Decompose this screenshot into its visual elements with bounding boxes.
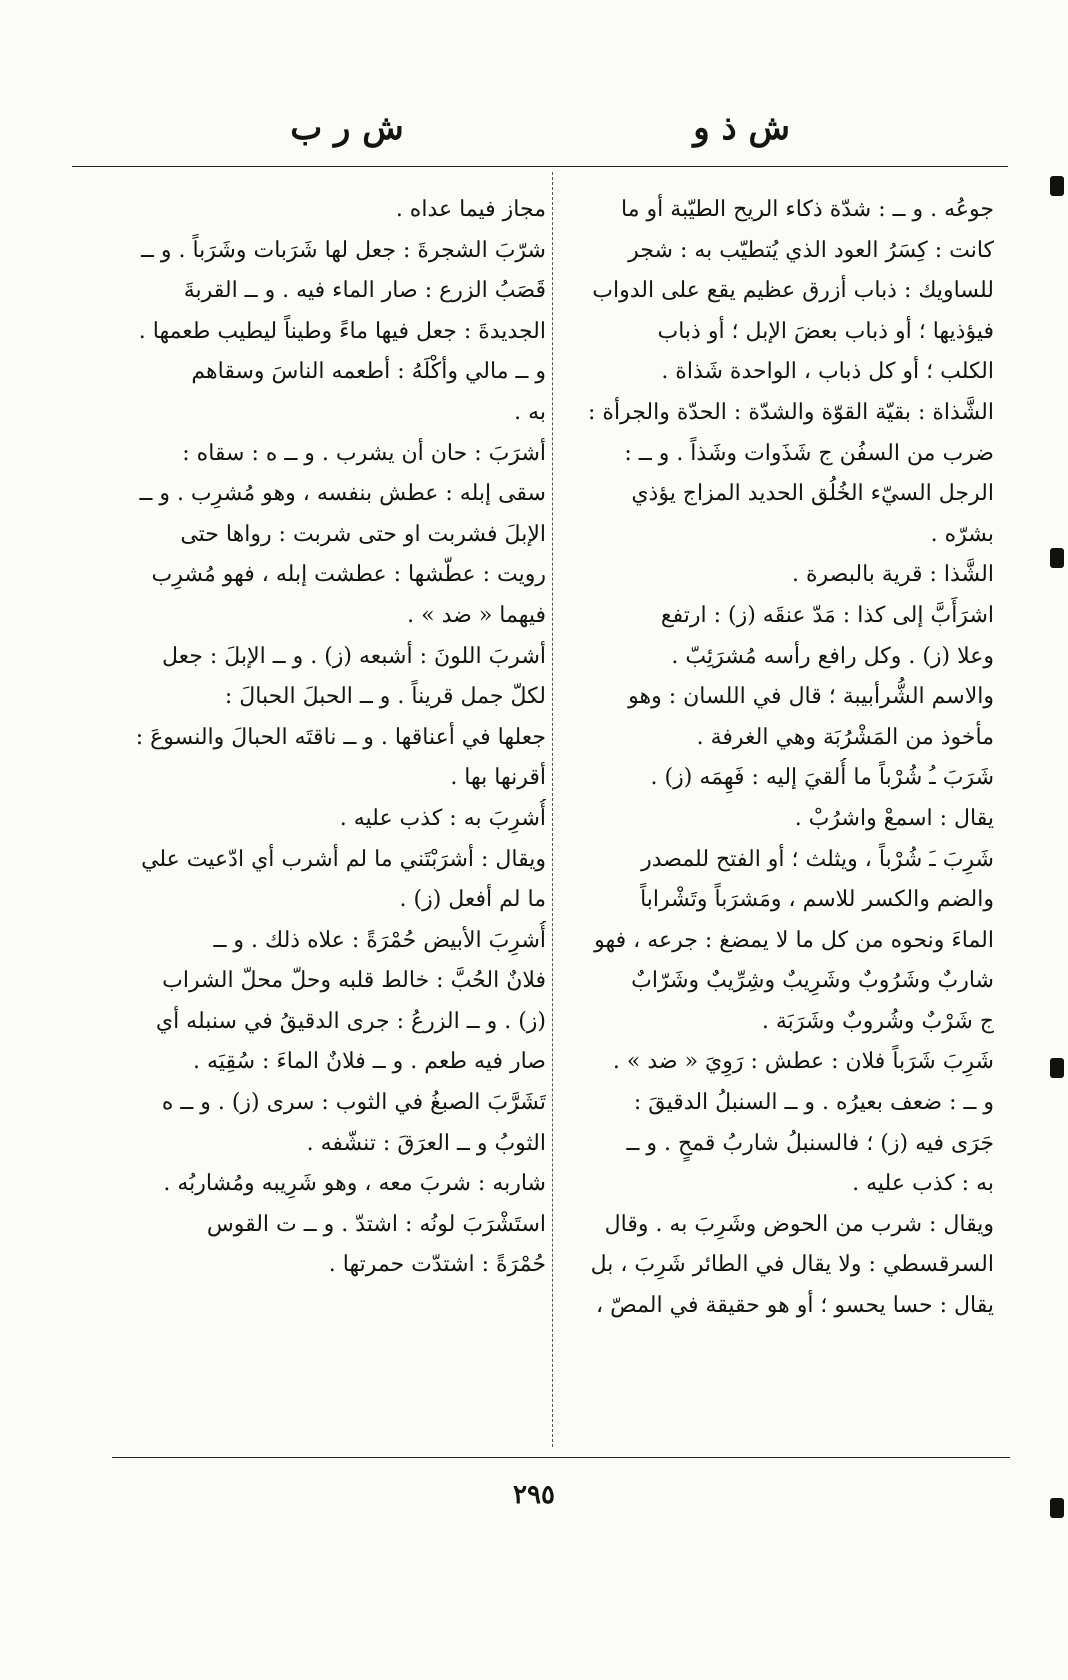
text-line: فلانٌ الحُبَّ : خالط قلبه وحلّ محلّ الشراب — [162, 968, 546, 994]
text-line: ويقال : أشرَبْتَني ما لم أشرب أي ادّعيت علي — [141, 846, 546, 872]
text-line: فيهما « ضد » . — [407, 602, 546, 628]
page-number: ٢٩٥ — [513, 1480, 555, 1510]
text-line: الجديدةَ : جعل فيها ماءً وطيناً ليطيب طعمها . — [138, 318, 546, 344]
text-line: جوعُه . و ــ : شدّة ذكاء الريح الطيّبة أو ما — [620, 197, 994, 222]
text-line: الشَّذا : قرية بالبصرة . — [792, 562, 994, 588]
text-line: مأخوذ من المَشْرُبَة وهي الغرفة . — [696, 724, 994, 750]
text-line: جعلها في أعناقها . و ــ ناقتَه الحبالَ والنسوعَ : — [135, 724, 546, 750]
text-line: جَرَى فيه (ز) ؛ فالسنبلُ شاربُ قمحٍ . و ــ — [626, 1130, 994, 1156]
text-line: لكلّ جمل قريناً . و ــ الحبلَ الحبالَ : — [224, 684, 546, 710]
text-line: حُمْرَةً : اشتدّت حمرتها . — [328, 1252, 546, 1278]
text-line: صار فيه طعم . و ــ فلانٌ الماءَ : سُقِيَه . — [193, 1049, 546, 1075]
text-line: تَشَرَّبَ الصبغُ في الثوب : سرى (ز) . و ــ ه — [161, 1090, 546, 1116]
text-line: (ز) . و ــ الزرعُ : جرى الدقيقُ في سنبله أي — [155, 1008, 546, 1034]
text-line: الثوبُ و ــ العرَقَ : تنشّفه . — [306, 1130, 546, 1156]
text-line: اشرَأَبَّ إلى كذا : مَدّ عنقَه (ز) : ارتفع — [660, 602, 994, 628]
edge-mark — [1050, 1498, 1064, 1518]
text-line: أُشرِبَ به : كذب عليه . — [339, 805, 546, 831]
text-line: و ــ : ضعف بعيرُه . و ــ السنبلُ الدقيقَ : — [633, 1090, 994, 1116]
header-rule — [72, 166, 1008, 167]
text-line: الماءَ ونحوه من كل ما لا يمضغ : جرعه ، فهو — [594, 927, 994, 953]
text-line: ضرب من السفُن ج شَذَوات وشَذاً . و ــ : — [624, 440, 994, 466]
text-line: فيؤذيها ؛ أو ذباب بعضَ الإبل ؛ أو ذباب — [657, 318, 994, 344]
text-line: ويقال : شرب من الحوض وشَرِبَ به . وقال — [604, 1211, 994, 1237]
text-line: بشرّه . — [930, 521, 994, 547]
text-line: و ــ مالي وأكْلَهُ : أطعمه الناسَ وسقاهم — [191, 359, 546, 385]
text-line: شَرِبَ ـَ شُرْباً ، ويثلث ؛ أو الفتح للمصدر — [641, 846, 994, 872]
text-line: شاربٌ وشَرُوبٌ وشَرِيبٌ وشِرِّيبٌ وشَرّابٌ — [631, 968, 994, 994]
text-line: يقال : اسمعْ واشرُبْ . — [794, 805, 994, 831]
text-line: به . — [514, 399, 546, 425]
text-line: شرّبَ الشجرةَ : جعل لها شَرَبات وشَرَباً . و ــ — [140, 237, 546, 263]
text-line: الشَّذاة : بقيّة القوّة والشدّة : الحدّة والجرأة : — [588, 399, 994, 425]
text-line: سقى إبله : عطش بنفسه ، وهو مُشرِب . و ــ — [139, 481, 546, 507]
text-line: رويت : عطّشها : عطشت إبله ، فهو مُشرِب — [151, 562, 546, 588]
text-line: الإبلَ فشربت او حتى شربت : رواها حتى — [180, 521, 546, 547]
text-line: شَرِبَ شَرَباً فلان : عطش : رَوِيَ « ضد » . — [612, 1049, 994, 1075]
text-line: الرجل السيّء الخُلُق الحديد المزاج يؤذي — [631, 481, 994, 507]
left-column — [96, 190, 546, 1286]
text-line: به : كذب عليه . — [852, 1171, 994, 1197]
text-line: أشرَبَ : حان أن يشرب . و ــ ه : سقاه : — [182, 440, 546, 466]
text-line: شاربه : شربَ معه ، وهو شَرِيبه ومُشاربُه . — [163, 1171, 546, 1197]
text-line: مجاز فيما عداه . — [395, 197, 546, 222]
text-line: أُشرِبَ الأبيض حُمْرَةً : علاه ذلك . و ــ — [213, 927, 546, 953]
column-separator — [552, 172, 553, 1447]
footer-rule — [112, 1457, 1010, 1458]
text-line: كانت : كِسَرُ العود الذي يُتطيّب به : شجر — [628, 237, 994, 263]
text-line: استَشْرَبَ لونُه : اشتدّ . و ــ ت القوس — [206, 1211, 546, 1237]
text-line: قَصَبُ الزرع : صار الماء فيه . و ــ القربةَ — [183, 278, 546, 304]
page-header-root-right: ش ذ و — [693, 108, 790, 148]
edge-mark — [1050, 548, 1064, 568]
text-line: ج شَرْبٌ وشُروبٌ وشَرَبَة . — [761, 1008, 994, 1034]
text-line: ما لم أفعل (ز) . — [399, 887, 546, 913]
text-line: السرقسطي : ولا يقال في الطائر شَرِبَ ، بل — [590, 1252, 994, 1278]
page-header-root-left: ش ر ب — [290, 108, 404, 148]
text-line: للساويك : ذباب أزرق عظيم يقع على الدواب — [592, 278, 994, 304]
text-line: والضم والكسر للاسم ، ومَشرَباً وتَشْراباً — [640, 887, 994, 913]
text-line: الكلب ؛ أو كل ذباب ، الواحدة شَذاة . — [661, 359, 994, 385]
edge-mark — [1050, 176, 1064, 196]
text-line: وعلا (ز) . وكل رافع رأسه مُشرَئِبّ . — [671, 643, 994, 669]
text-line: شَرَبَ ـُ شُرْباً ما أُلقيَ إليه : فَهِمَه (ز) . — [650, 765, 994, 791]
text-line: والاسم الشُّرأبيبة ؛ قال في اللسان : وهو — [628, 684, 994, 710]
edge-mark — [1050, 1058, 1064, 1078]
right-column — [564, 190, 994, 1327]
text-line: يقال : حسا يحسو ؛ أو هو حقيقة في المصّ ، — [596, 1293, 994, 1319]
text-line: أشربَ اللونَ : أشبعه (ز) . و ــ الإبلَ : جعل — [162, 643, 546, 669]
text-line: أقرنها بها . — [450, 765, 546, 791]
